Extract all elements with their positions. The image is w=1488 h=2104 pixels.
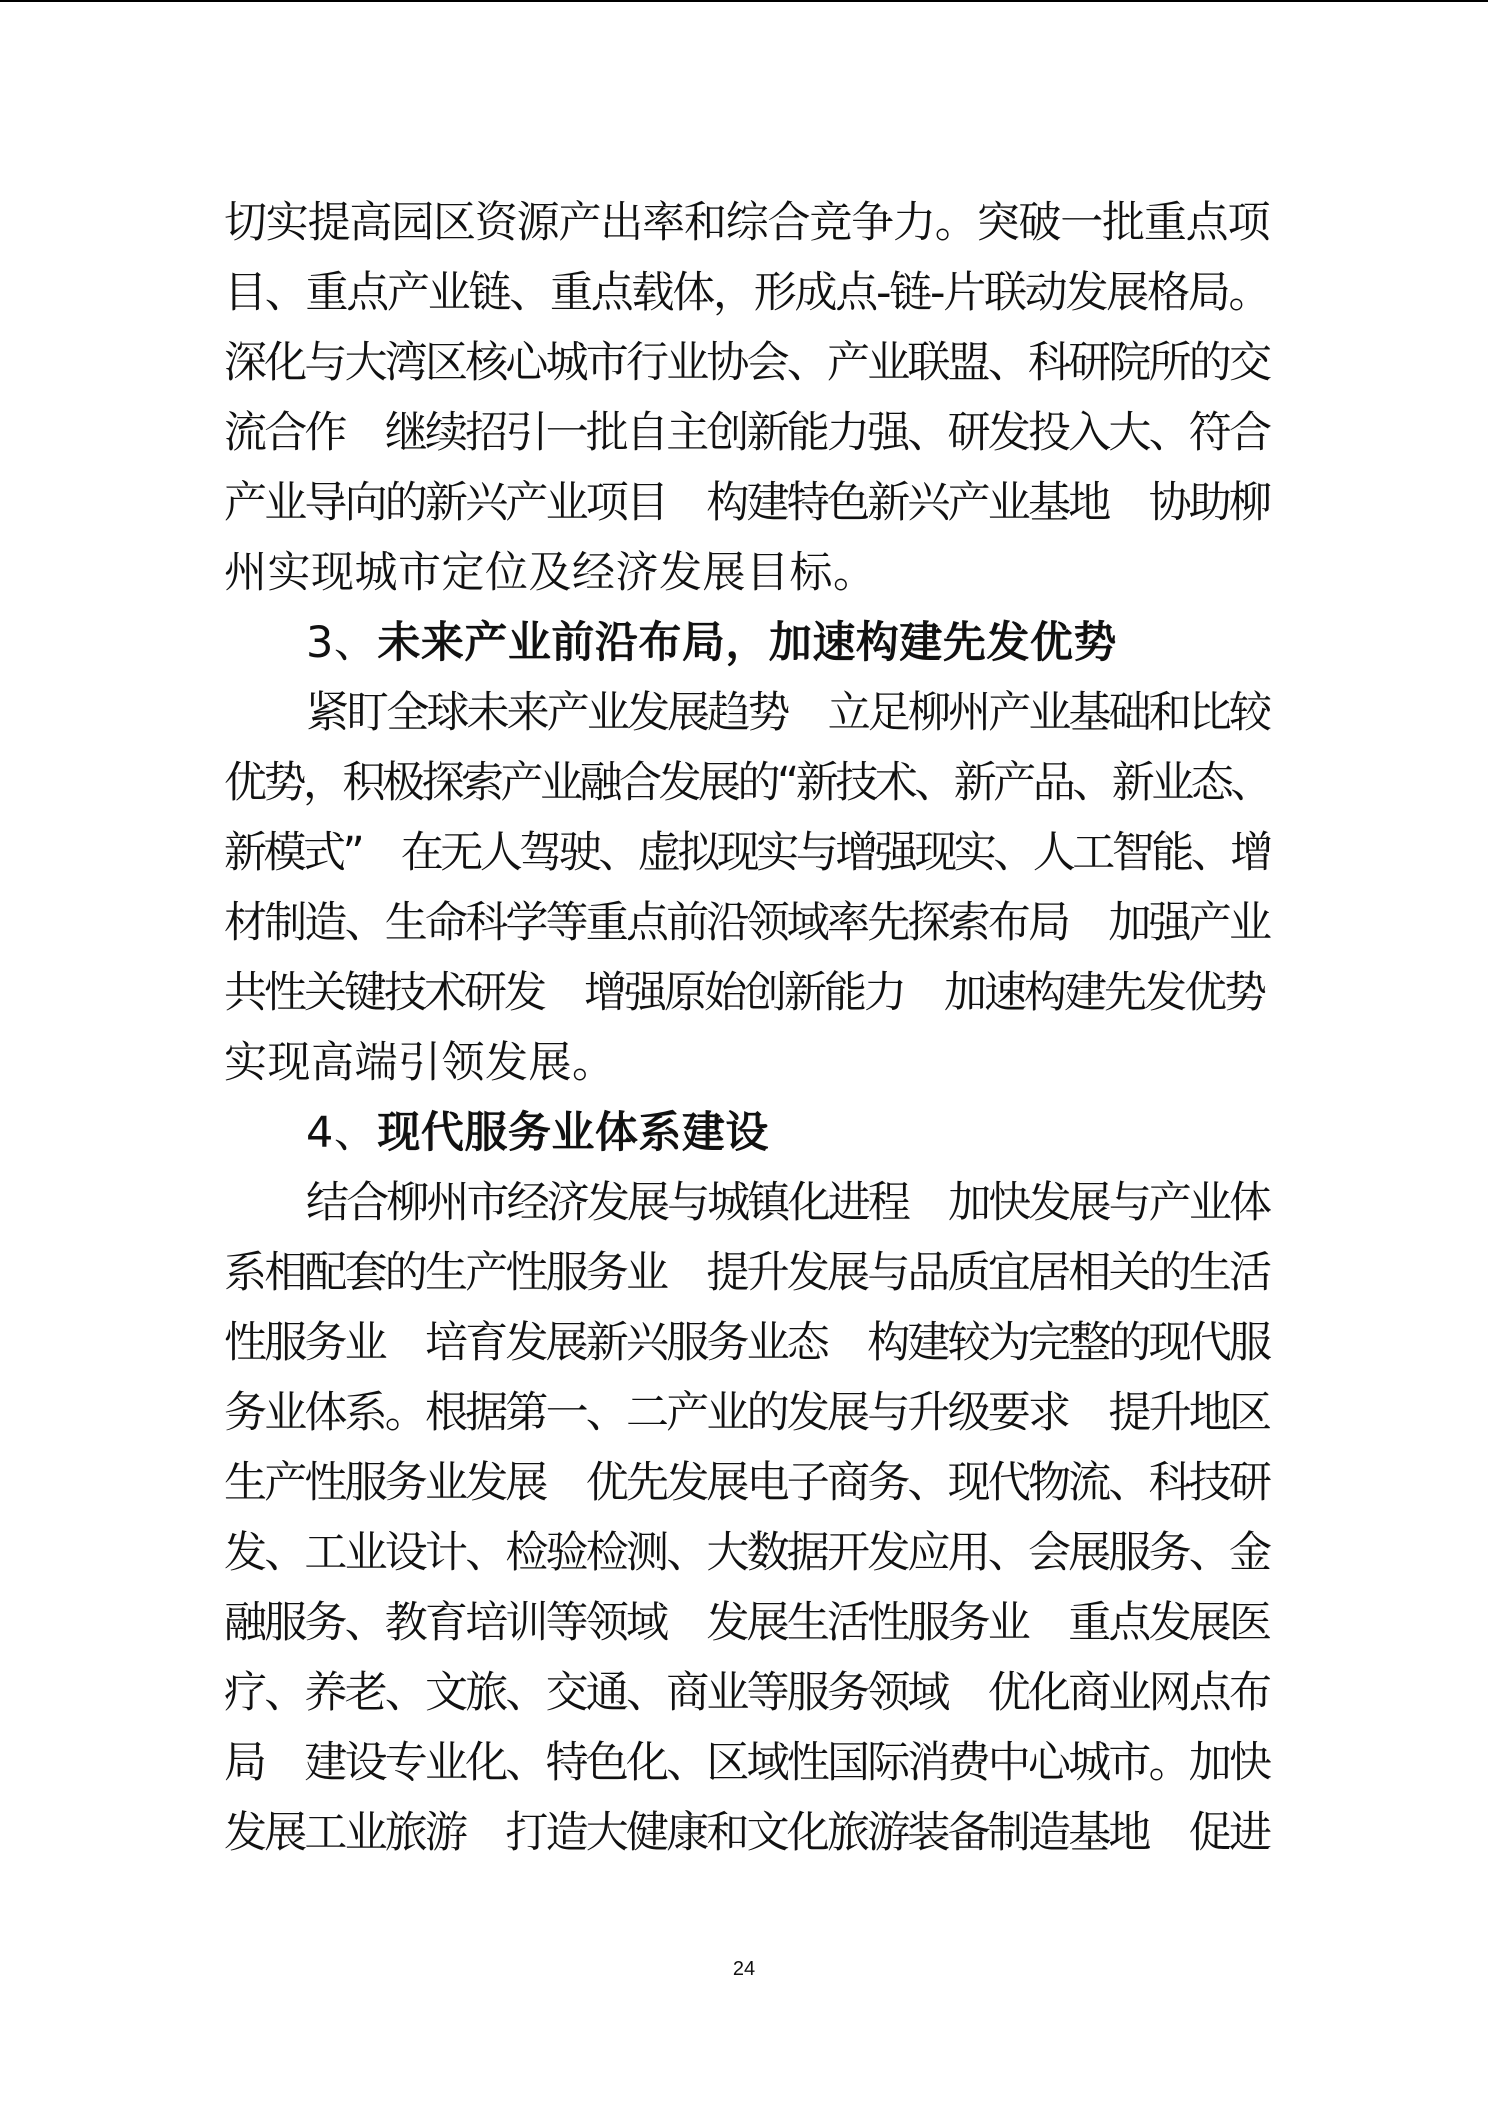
paragraph-line: 实现高端引领发展。: [224, 1038, 616, 1088]
paragraph-line: 流合作 继续招引一批自主创新能力强、研发投入大、符合: [224, 408, 1269, 458]
paragraph-line: 疗、养老、文旅、交通、商业等服务领域 优化商业网点布: [224, 1668, 1269, 1718]
paragraph-line: 发展工业旅游 打造大健康和文化旅游装备制造基地 促进: [224, 1808, 1269, 1858]
paragraph-line: 性服务业 培育发展新兴服务业态 构建较为完整的现代服: [224, 1318, 1269, 1368]
paragraph-line: 务业体系。根据第一、二产业的发展与升级要求 提升地区: [224, 1388, 1269, 1438]
paragraph-line: 目、重点产业链、重点载体，形成点-链-片联动发展格局。: [224, 268, 1269, 318]
paragraph-line: 结合柳州市经济发展与城镇化进程 加快发展与产业体: [306, 1178, 1269, 1228]
paragraph-line: 切实提高园区资源产出率和综合竞争力。突破一批重点项: [224, 198, 1269, 248]
paragraph-line: 局 建设专业化、特色化、区域性国际消费中心城市。加快: [224, 1738, 1269, 1788]
paragraph-line: 新模式” 在无人驾驶、虚拟现实与增强现实、人工智能、增: [224, 828, 1270, 878]
page-number: 24: [732, 1958, 756, 1980]
paragraph-line: 生产性服务业发展 优先发展电子商务、现代物流、科技研: [224, 1458, 1269, 1508]
paragraph-line: 共性关键技术研发 增强原始创新能力 加速构建先发优势: [224, 968, 1264, 1018]
section-4-heading: [306, 1098, 1269, 1168]
paragraph-line: 产业导向的新兴产业项目 构建特色新兴产业基地 协助柳: [224, 478, 1269, 528]
paragraph-line: 系相配套的生产性服务业 提升发展与品质宜居相关的生活: [224, 1248, 1269, 1298]
section-3-heading: [306, 608, 1269, 678]
paragraph-line: 紧盯全球未来产业发展趋势 立足柳州产业基础和比较: [306, 688, 1269, 738]
paragraph-line: 发、工业设计、检验检测、大数据开发应用、会展服务、金: [224, 1528, 1269, 1578]
section-4-number: 4、: [306, 1108, 378, 1158]
section-3-number: 3、: [306, 618, 378, 668]
paragraph-line: 材制造、生命科学等重点前沿领域率先探索布局 加强产业: [224, 898, 1269, 948]
paragraph-line: 融服务、教育培训等领域 发展生活性服务业 重点发展医: [224, 1598, 1269, 1648]
section-3-title: 未来产业前沿布局，加速构建先发优势: [377, 618, 1117, 668]
paragraph-line: 深化与大湾区核心城市行业协会、产业联盟、科研院所的交: [224, 338, 1269, 388]
section-4-title: 现代服务业体系建设: [377, 1108, 769, 1158]
paragraph-line: 优势，积极探索产业融合发展的“新技术、新产品、新业态、: [224, 758, 1270, 808]
paragraph-line: 州实现城市定位及经济发展目标。: [224, 548, 877, 598]
